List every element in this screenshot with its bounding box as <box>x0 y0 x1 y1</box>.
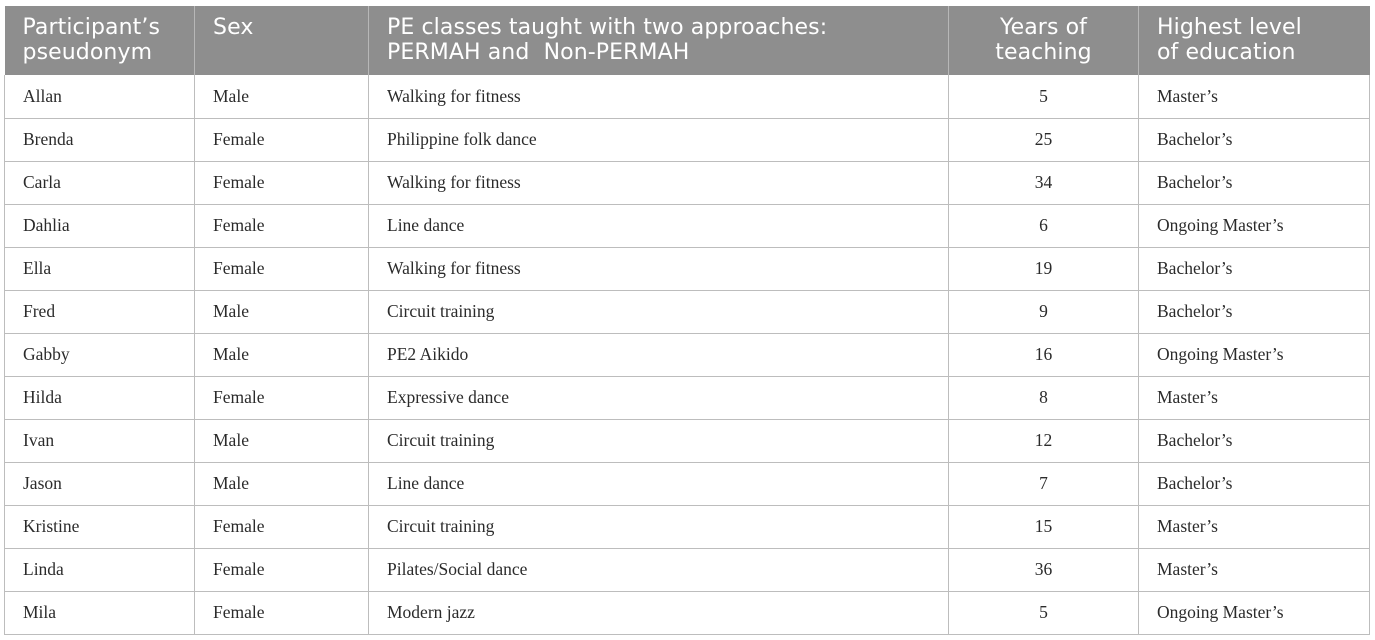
cell-pseudonym: Carla <box>5 161 195 204</box>
cell-sex: Female <box>195 505 369 548</box>
cell-education: Bachelor’s <box>1139 419 1370 462</box>
table-row <box>5 118 1370 161</box>
cell-years-teaching: 7 <box>949 462 1139 505</box>
header-pe-classes-label: PE classes taught with two approaches: PERMAH and Non-PERMAH <box>387 15 828 65</box>
cell-pe-class: Line dance <box>369 204 949 247</box>
cell-education: Master’s <box>1139 505 1370 548</box>
cell-sex: Female <box>195 247 369 290</box>
cell-pseudonym: Dahlia <box>5 204 195 247</box>
header-pe-classes <box>369 6 949 75</box>
header-years-teaching <box>949 6 1139 75</box>
cell-years-teaching: 36 <box>949 548 1139 591</box>
cell-sex: Female <box>195 204 369 247</box>
cell-pseudonym: Gabby <box>5 333 195 376</box>
cell-sex: Female <box>195 118 369 161</box>
cell-years-teaching: 8 <box>949 376 1139 419</box>
cell-sex: Female <box>195 161 369 204</box>
cell-years-teaching: 9 <box>949 290 1139 333</box>
header-education <box>1139 6 1370 75</box>
cell-sex: Male <box>195 333 369 376</box>
cell-pseudonym: Hilda <box>5 376 195 419</box>
table-row <box>5 419 1370 462</box>
cell-pseudonym: Fred <box>5 290 195 333</box>
cell-pseudonym: Kristine <box>5 505 195 548</box>
cell-years-teaching: 5 <box>949 75 1139 118</box>
header-pseudonym-label: Participant’s pseudonym <box>22 15 161 65</box>
cell-years-teaching: 34 <box>949 161 1139 204</box>
cell-pe-class: Walking for fitness <box>369 75 949 118</box>
cell-pseudonym: Ella <box>5 247 195 290</box>
cell-education: Bachelor’s <box>1139 247 1370 290</box>
cell-pe-class: Philippine folk dance <box>369 118 949 161</box>
cell-pseudonym: Allan <box>5 75 195 118</box>
table-row <box>5 548 1370 591</box>
cell-pe-class: Line dance <box>369 462 949 505</box>
header-row <box>5 6 1370 75</box>
table-header <box>5 6 1370 75</box>
table-row <box>5 247 1370 290</box>
table-row <box>5 290 1370 333</box>
cell-pseudonym: Jason <box>5 462 195 505</box>
cell-pe-class: Circuit training <box>369 505 949 548</box>
cell-years-teaching: 15 <box>949 505 1139 548</box>
cell-pe-class: Pilates/Social dance <box>369 548 949 591</box>
cell-years-teaching: 16 <box>949 333 1139 376</box>
cell-pseudonym: Ivan <box>5 419 195 462</box>
cell-years-teaching: 6 <box>949 204 1139 247</box>
header-pseudonym <box>5 6 195 75</box>
cell-pe-class: Circuit training <box>369 290 949 333</box>
cell-pseudonym: Mila <box>5 591 195 634</box>
header-education-label: Highest level of education <box>1157 15 1302 65</box>
header-sex <box>195 6 369 75</box>
cell-pe-class: Expressive dance <box>369 376 949 419</box>
cell-sex: Male <box>195 290 369 333</box>
cell-pe-class: Walking for fitness <box>369 247 949 290</box>
cell-sex: Female <box>195 376 369 419</box>
table-row <box>5 505 1370 548</box>
table-row <box>5 591 1370 634</box>
cell-pe-class: Modern jazz <box>369 591 949 634</box>
cell-pe-class: PE2 Aikido <box>369 333 949 376</box>
cell-sex: Female <box>195 591 369 634</box>
header-sex-label: Sex <box>213 15 254 40</box>
cell-education: Ongoing Master’s <box>1139 591 1370 634</box>
cell-education: Master’s <box>1139 376 1370 419</box>
cell-education: Ongoing Master’s <box>1139 333 1370 376</box>
cell-education: Ongoing Master’s <box>1139 204 1370 247</box>
cell-pseudonym: Linda <box>5 548 195 591</box>
cell-sex: Male <box>195 419 369 462</box>
cell-pe-class: Circuit training <box>369 419 949 462</box>
cell-years-teaching: 5 <box>949 591 1139 634</box>
cell-education: Master’s <box>1139 75 1370 118</box>
table-row <box>5 333 1370 376</box>
table-row <box>5 75 1370 118</box>
cell-sex: Male <box>195 75 369 118</box>
cell-years-teaching: 19 <box>949 247 1139 290</box>
table-body <box>5 75 1370 634</box>
cell-sex: Male <box>195 462 369 505</box>
header-years-teaching-label: Years of teaching <box>995 15 1092 65</box>
cell-years-teaching: 25 <box>949 118 1139 161</box>
cell-education: Bachelor’s <box>1139 290 1370 333</box>
table-row <box>5 462 1370 505</box>
table-row <box>5 204 1370 247</box>
cell-education: Master’s <box>1139 548 1370 591</box>
cell-sex: Female <box>195 548 369 591</box>
cell-education: Bachelor’s <box>1139 161 1370 204</box>
table-row <box>5 161 1370 204</box>
cell-years-teaching: 12 <box>949 419 1139 462</box>
cell-education: Bachelor’s <box>1139 118 1370 161</box>
participants-table <box>4 6 1370 635</box>
cell-pseudonym: Brenda <box>5 118 195 161</box>
cell-education: Bachelor’s <box>1139 462 1370 505</box>
cell-pe-class: Walking for fitness <box>369 161 949 204</box>
table-row <box>5 376 1370 419</box>
